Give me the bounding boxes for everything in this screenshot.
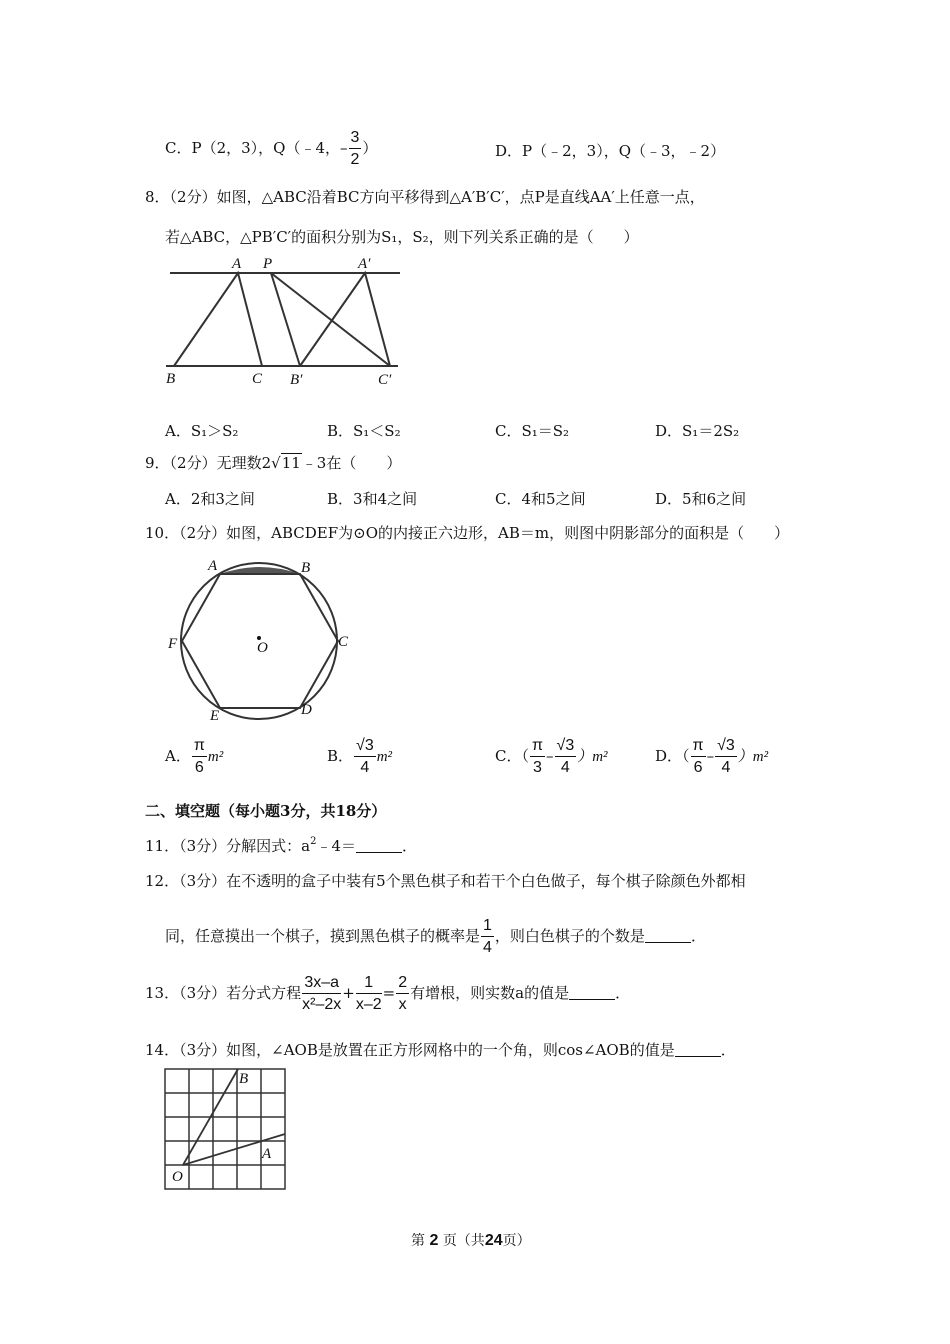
total-pages: 24: [484, 1232, 503, 1249]
answer-blank[interactable]: [356, 838, 402, 853]
q14-question: 14．（3分）如图，∠AOB是放置在正方形网格中的一个角，则cos∠AOB的值是 ．: [145, 1041, 736, 1059]
q10-label-f: F: [168, 636, 178, 652]
q8-option-a: A．S₁＞S₂: [165, 422, 239, 440]
q8-triangle-abc: [174, 273, 262, 366]
q10-figure: [160, 552, 360, 727]
q10-label-o: O: [257, 640, 268, 656]
q9-question: 9．（2分）无理数2√11﹣3在（ ）: [145, 454, 402, 472]
q9-option-a: A．2和3之间: [165, 490, 255, 508]
q8-label-a-prime: A′: [358, 256, 371, 272]
q14-label-b: B: [239, 1071, 249, 1087]
q12-question-line2: 同，任意摸出一个棋子，摸到黑色棋子的概率是 $\frac{1}{4}$ ，则白色棋子的个数是 ．: [165, 917, 706, 956]
q14-label-a: A: [262, 1146, 272, 1162]
q10-option-d: D．（ $\frac{\pi}{6}$ – $\frac{√3}{4}$ ）m²: [655, 737, 769, 776]
q8-label-b-prime: B′: [290, 372, 303, 388]
q8-segment-pb: [271, 273, 300, 366]
q10-option-b: B． $\frac{√3}{4}$ m²: [327, 737, 393, 776]
q10-label-d: D: [301, 702, 312, 718]
q8-label-c-prime: C′: [378, 372, 392, 388]
q8-label-c: C: [252, 371, 263, 387]
q8-label-b: B: [166, 371, 176, 387]
q14-label-o: O: [172, 1169, 183, 1185]
q11-question: 11．（3分）分解因式：$a^2﹣4=$ ．: [145, 836, 418, 855]
page-number: 2: [429, 1232, 439, 1249]
q7-option-d: D．P（﹣2，3），Q（﹣3，﹣2）: [495, 142, 726, 160]
q13-question: 13．（3分）若分式方程 $\frac{3x-a}{\text{x²–2x}}$ + $\frac{1}{x-2}$ = $\frac{2}{x}$ 有增根，则实数a的值是 ．: [145, 974, 631, 1013]
q8-label-a: A: [232, 256, 242, 272]
q8-triangle-a-prime: [300, 273, 390, 366]
section-title: 二、填空题（每小题3分，共18分）: [145, 802, 387, 820]
q10-label-b: B: [301, 560, 311, 576]
answer-blank[interactable]: [569, 985, 615, 1000]
q8-option-c: C．S₁＝S₂: [495, 422, 570, 440]
q8-segment-pc: [271, 273, 390, 366]
q8-option-d: D．S₁＝2S₂: [655, 422, 740, 440]
q9-radicand: 11: [281, 454, 301, 472]
q8-question-line2: 若△ABC，△PB′C′的面积分别为S₁，S₂，则下列关系正确的是（ ）: [165, 228, 639, 246]
q10-label-a: A: [208, 558, 218, 574]
q9-option-c: C．4和5之间: [495, 490, 586, 508]
q7-option-c-text: C．P（2，3），Q（﹣4，–: [165, 139, 348, 157]
q8-figure: [160, 250, 405, 390]
q9-option-d: D．5和6之间: [655, 490, 747, 508]
q9-text-post: ﹣3在（ ）: [301, 454, 402, 472]
q8-question-line1: 8．（2分）如图，△ABC沿着BC方向平移得到△A′B′C′，点P是直线AA′上任意一点，: [145, 188, 705, 206]
q10-label-e: E: [210, 708, 220, 724]
q14-grid: [165, 1069, 285, 1189]
q9-option-b: B．3和4之间: [327, 490, 418, 508]
q14-grid-figure: [163, 1067, 289, 1193]
q10-option-c: C．（ $\frac{\pi}{3}$ – $\frac{√3}{4}$ ）m²: [495, 737, 608, 776]
q9-text-pre: 9．（2分）无理数2: [145, 454, 272, 472]
q10-option-a: A． $\frac{\pi}{6}$ m²: [165, 737, 224, 776]
q12-question-line1: 12．（3分）在不透明的盒子中装有5个黑色棋子和若干个白色做子，每个棋子除颜色外都相: [145, 872, 746, 890]
q10-label-c: C: [338, 634, 349, 650]
answer-blank[interactable]: [645, 928, 691, 943]
q8-label-p: P: [263, 256, 273, 272]
page-footer: 第 2 页（共24页）: [411, 1232, 531, 1249]
answer-blank[interactable]: [675, 1042, 721, 1057]
q10-question: 10．（2分）如图，ABCDEF为⊙O的内接正六边形，AB＝m，则图中阴影部分的面积是（ ）: [145, 524, 790, 542]
q7-option-c-fraction: $\frac{3}{2}$: [350, 129, 360, 168]
q7-option-c: C．P（2，3），Q（﹣4，– $\frac{3}{2}$ ）: [165, 129, 378, 168]
q8-option-b: B．S₁＜S₂: [327, 422, 401, 440]
